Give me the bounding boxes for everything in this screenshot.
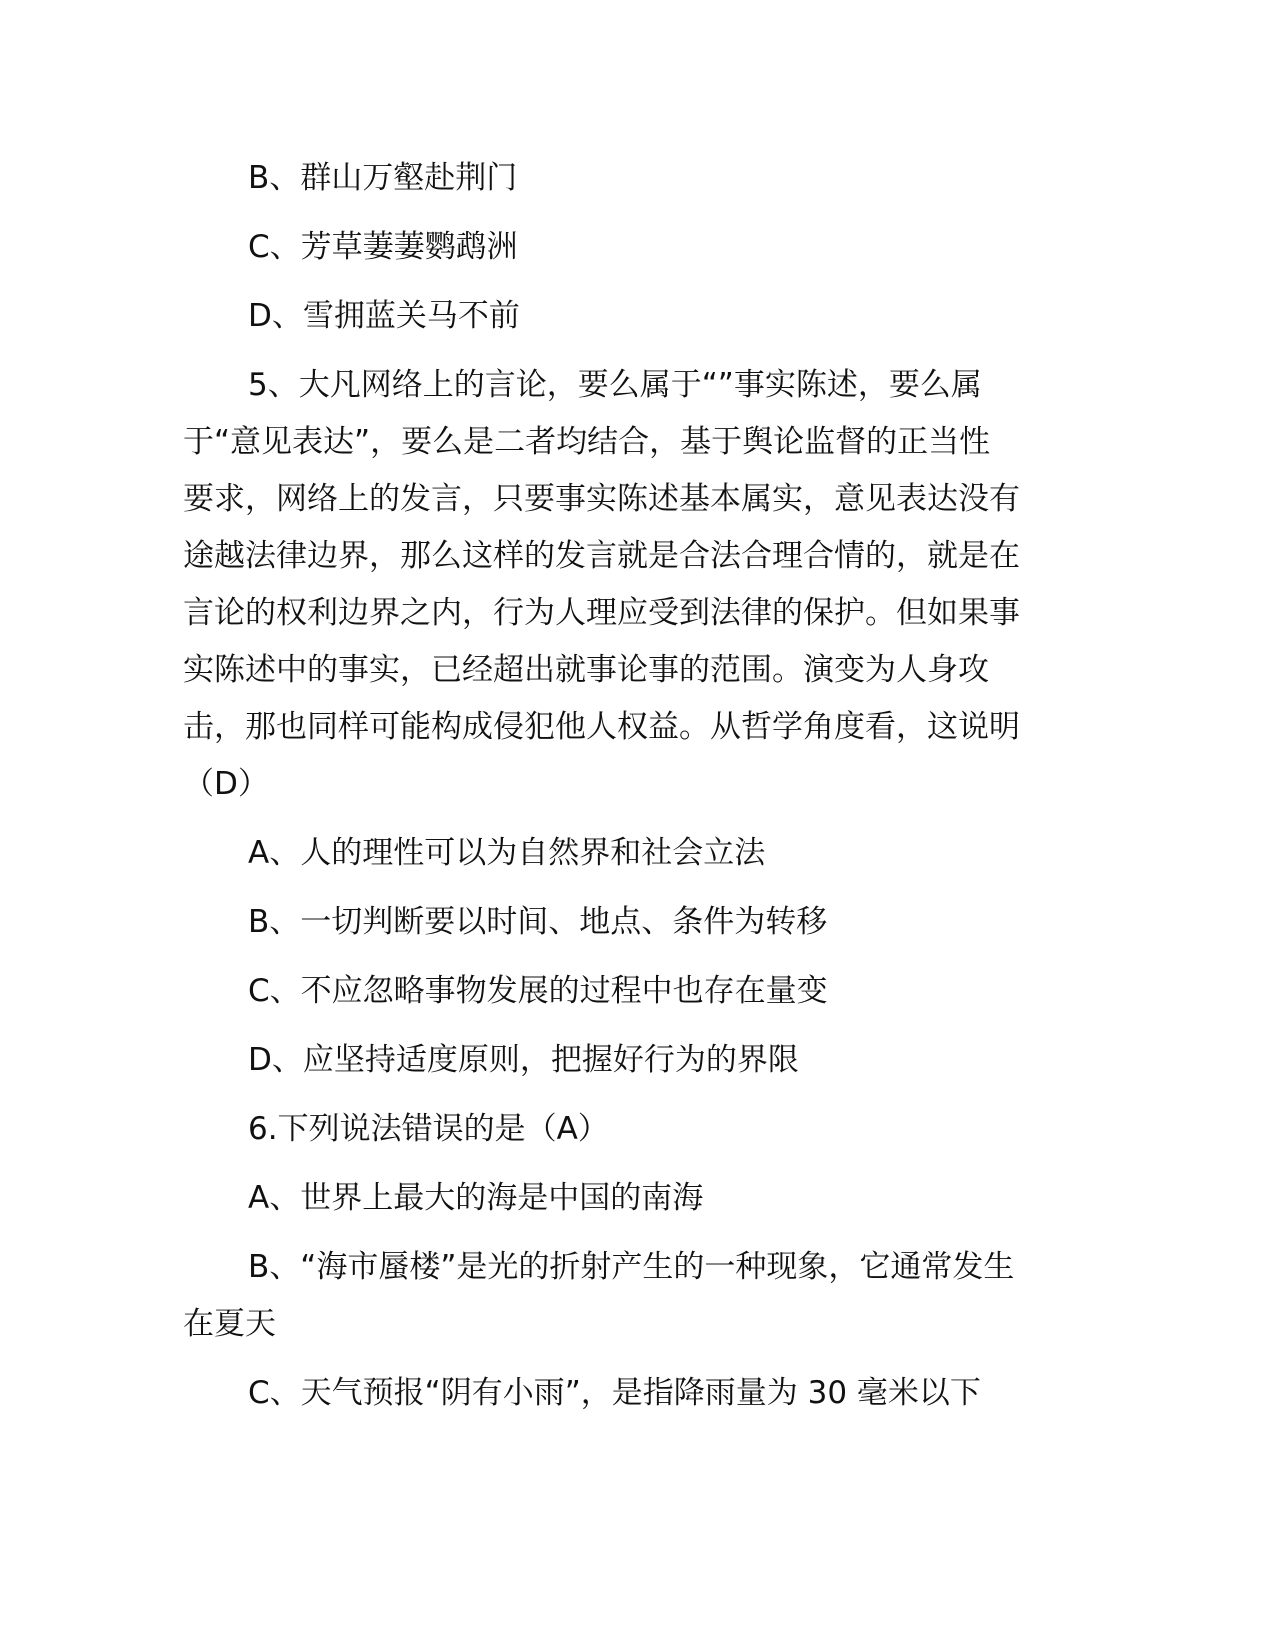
q5-stem-line: 击，那也同样可能构成侵犯他人权益。从哲学角度看，这说明 [183, 709, 1020, 745]
q4-option-d: D、雪拥蓝关马不前 [248, 298, 520, 334]
q5-option-c: C、不应忽略事物发展的过程中也存在量变 [248, 973, 828, 1009]
q4-option-b: B、群山万壑赴荆门 [248, 160, 518, 196]
q4-option-c: C、芳草萋萋鹦鹉洲 [248, 229, 518, 265]
document-body [183, 150, 1083, 1422]
q5-stem-line: 于“意见表达”，要么是二者均结合，基于舆论监督的正当性 [183, 424, 991, 460]
q6-option-b-continued: 在夏天 [183, 1306, 276, 1342]
q5-stem-line: 言论的权利边界之内，行为人理应受到法律的保护。但如果事 [183, 595, 1020, 631]
q6-option-a: A、世界上最大的海是中国的南海 [248, 1180, 704, 1216]
q5-stem-line: 途越法律边界，那么这样的发言就是合法合理合情的，就是在 [183, 538, 1020, 574]
q5-stem-line: 5、大凡网络上的言论，要么属于“”事实陈述，要么属 [248, 367, 982, 403]
q5-stem-line: 实陈述中的事实，已经超出就事论事的范围。演变为人身攻 [183, 652, 989, 688]
q6-option-b: B、“海市蜃楼”是光的折射产生的一种现象，它通常发生 [248, 1249, 1015, 1285]
q6-stem: 6.下列说法错误的是（A） [248, 1111, 609, 1147]
q5-answer: （D） [183, 766, 269, 802]
q5-stem [183, 357, 1083, 813]
q5-stem-line: 要求，网络上的发言，只要事实陈述基本属实，意见表达没有 [183, 481, 1020, 517]
q5-option-b: B、一切判断要以时间、地点、条件为转移 [248, 904, 828, 940]
q5-option-d: D、应坚持适度原则，把握好行为的界限 [248, 1042, 799, 1078]
q6-option-c: C、天气预报“阴有小雨”，是指降雨量为 30 毫米以下 [248, 1375, 981, 1411]
q5-option-a: A、人的理性可以为自然界和社会立法 [248, 835, 766, 871]
